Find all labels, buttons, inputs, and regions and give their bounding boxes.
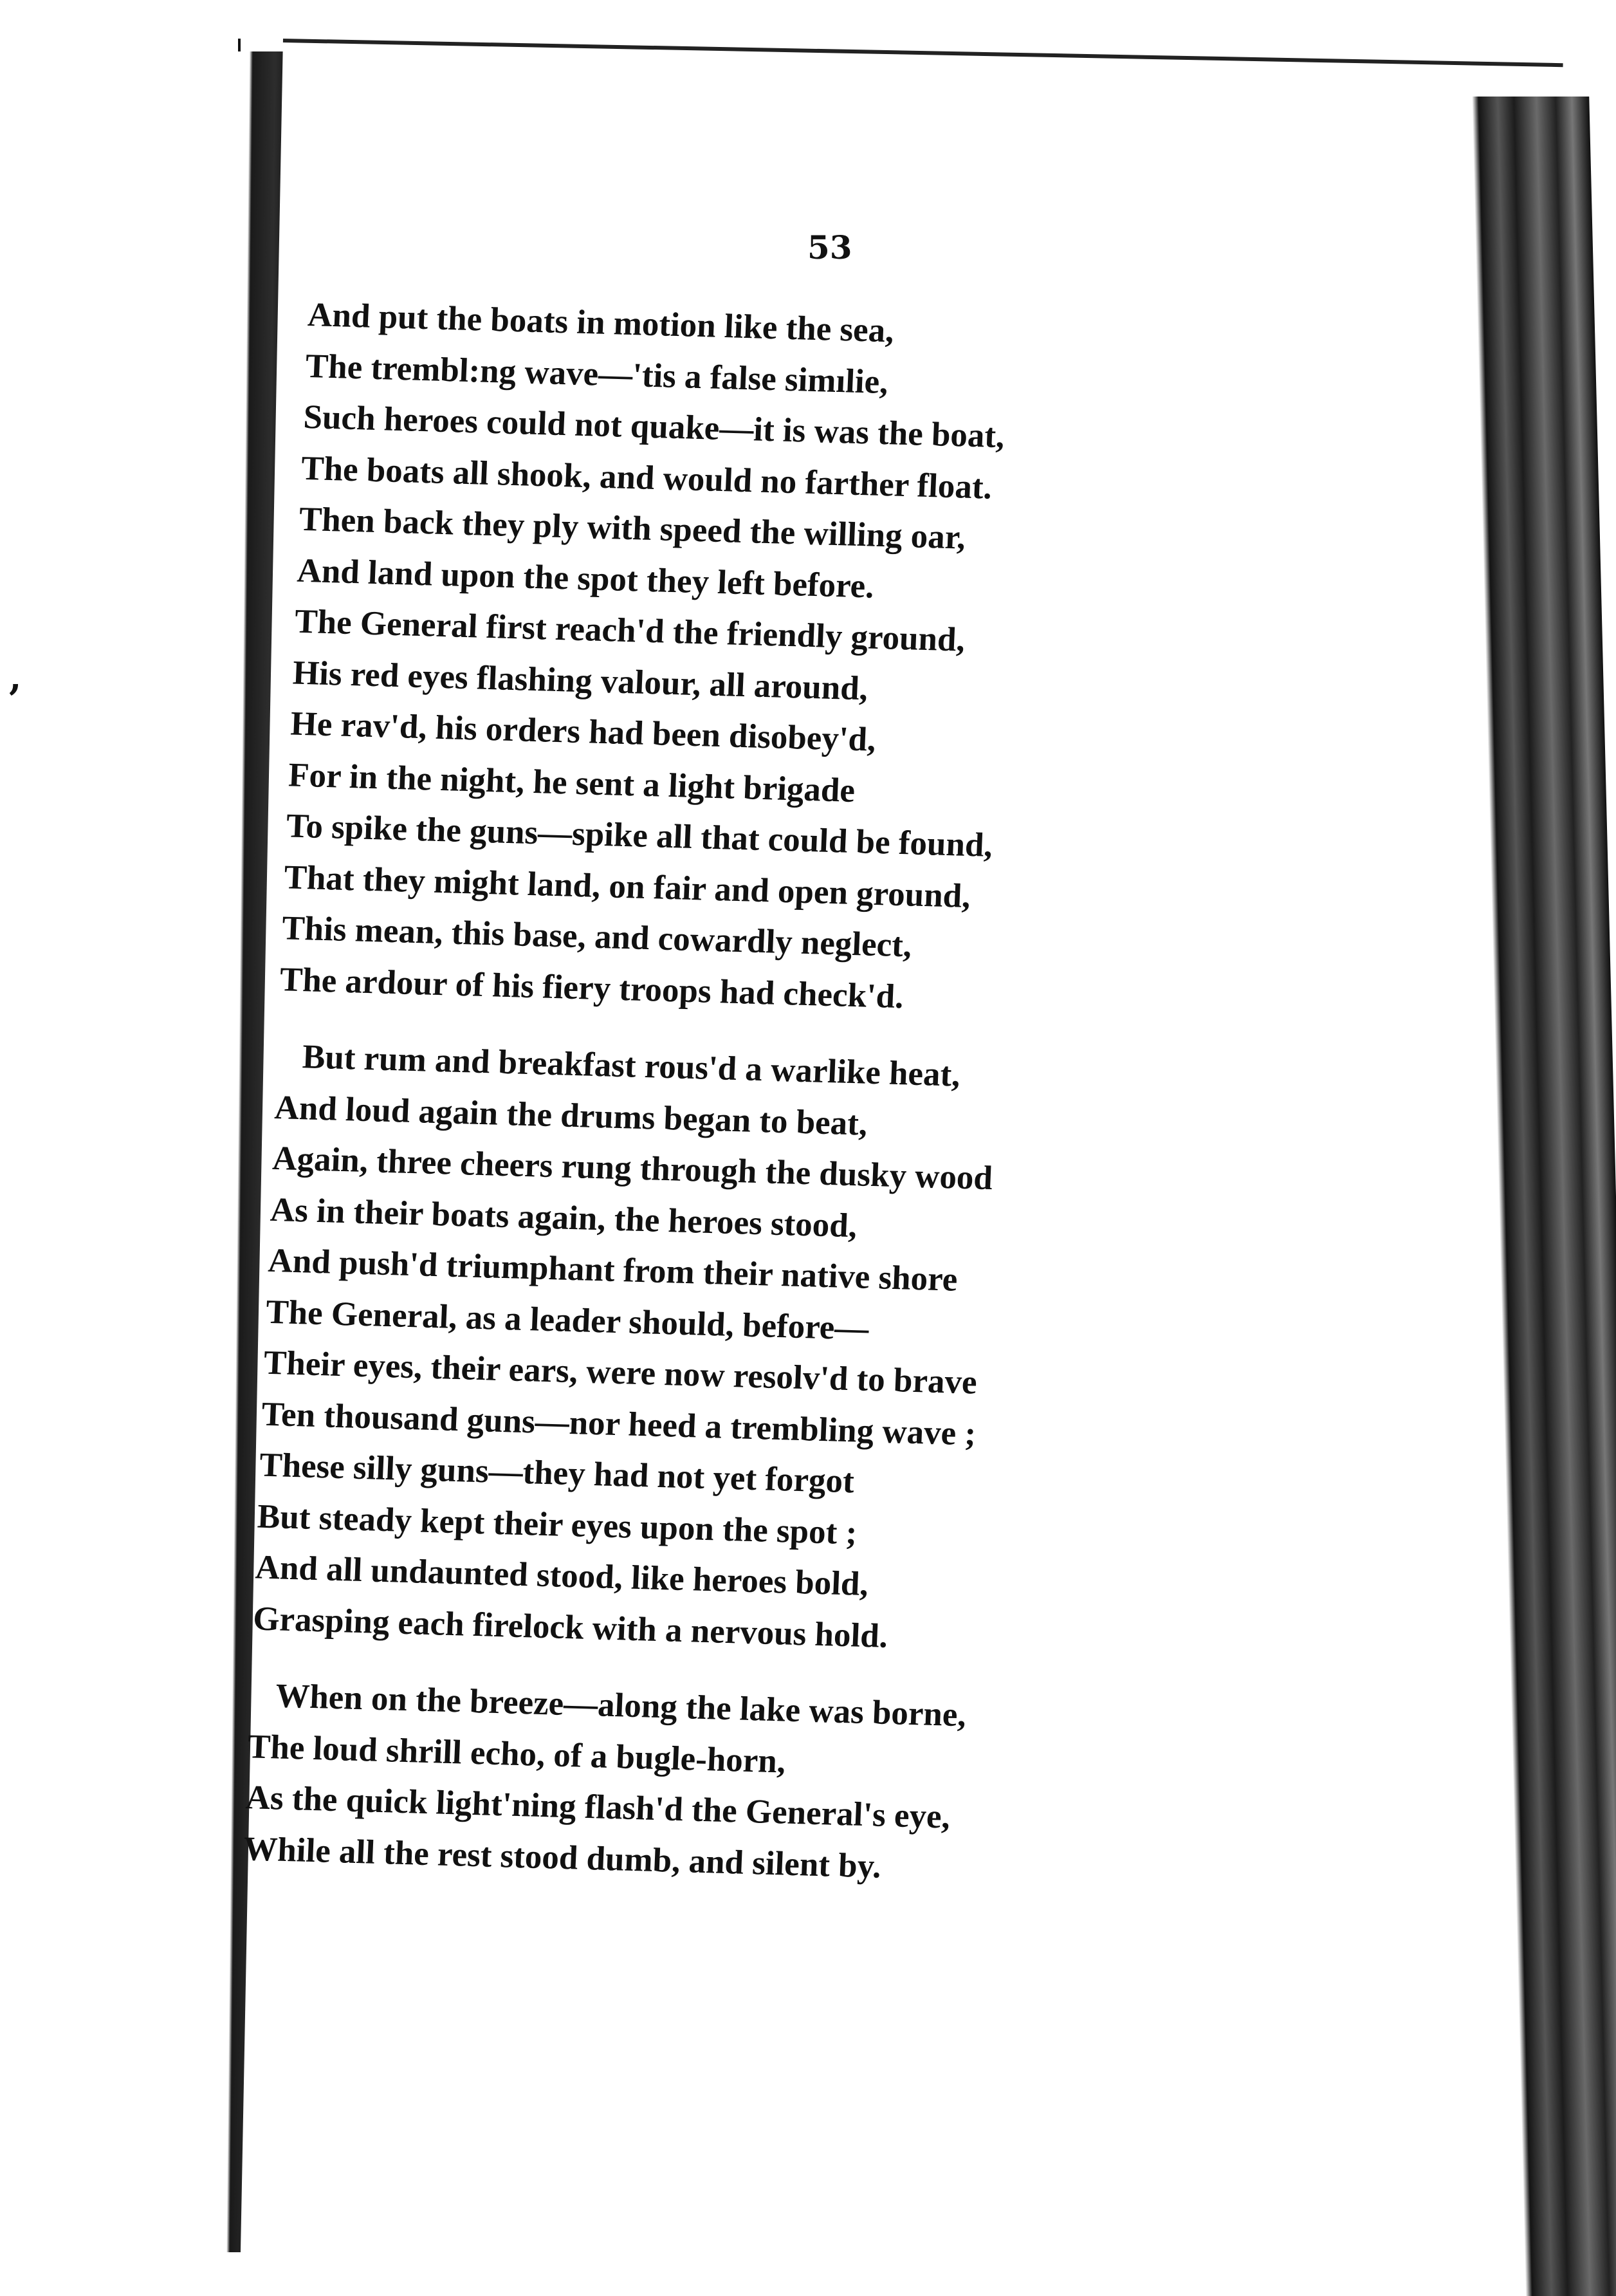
stanza-1 (279, 290, 1440, 1037)
poem-line: Then back they ply with speed the willing oar, (298, 500, 966, 557)
poem-line: The loud shrill echo, of a bugle-horn, (246, 1727, 787, 1781)
left-page-mark: , (9, 656, 22, 699)
poem-line: And push'd triumphant from their native shore (267, 1241, 959, 1299)
poem-line: His red eyes flashing valour, all around, (291, 654, 869, 707)
poem-text (241, 290, 1440, 1932)
stanza-2 (252, 1031, 1409, 1676)
poem-line: As in their boats again, the heroes stood, (269, 1190, 858, 1245)
poem-line: Ten thousand guns—nor heed a trembling wave ; (261, 1395, 977, 1453)
poem-line: To spike the guns—spike all that could be found, (285, 807, 993, 864)
page-number: 53 (807, 228, 852, 266)
poem-line: And land upon the spot they left before. (296, 551, 875, 606)
poem-line: The trembl:ng wave—'tis a false simılie, (304, 347, 889, 401)
poem-line: The General, as a leader should, before— (265, 1293, 870, 1347)
poem-line: Again, three cheers rung through the dusky wood (271, 1139, 994, 1198)
poem-line: The boats all shook, and would no farther float. (300, 449, 993, 506)
top-margin (0, 0, 1616, 45)
poem-line: And loud again the drums began to beat, (273, 1088, 868, 1143)
poem-line: And put the boats in motion like the sea, (307, 295, 895, 350)
poem-line: That they might land, on fair and open ground, (283, 858, 971, 915)
poem-line: As the quick light'ning flash'd the General's eye, (244, 1779, 951, 1836)
poem-line: Grasping each firelock with a nervous hold. (252, 1599, 889, 1655)
poem-line: But steady kept their eyes upon the spot ; (256, 1497, 858, 1552)
poem-line: The General first reach'd the friendly ground, (294, 602, 966, 659)
poem-line: This mean, this base, and cowardly neglect, (281, 909, 913, 965)
poem-line: Their eyes, their ears, were now resolv'd to brave (262, 1344, 978, 1402)
poem-line: These silly guns—they had not yet forgot (259, 1446, 855, 1501)
poem-line: When on the breeze—along the lake was borne, (275, 1677, 967, 1734)
poem-line: Such heroes could not quake—it is was the boat, (302, 398, 1005, 456)
poem-line: The ardour of his fiery troops had check'd. (279, 960, 904, 1015)
poem-line: But rum and breakfast rous'd a warlike heat, (301, 1038, 961, 1094)
poem-line: For in the night, he sent a light brigade (288, 755, 856, 810)
poem-line: He rav'd, his orders had been disobey'd, (289, 705, 877, 759)
stanza-3 (243, 1670, 1383, 1906)
poem-line: And all undaunted stood, like heroes bold, (254, 1548, 869, 1604)
poem-line: While all the rest stood dumb, and silent by. (243, 1829, 882, 1885)
